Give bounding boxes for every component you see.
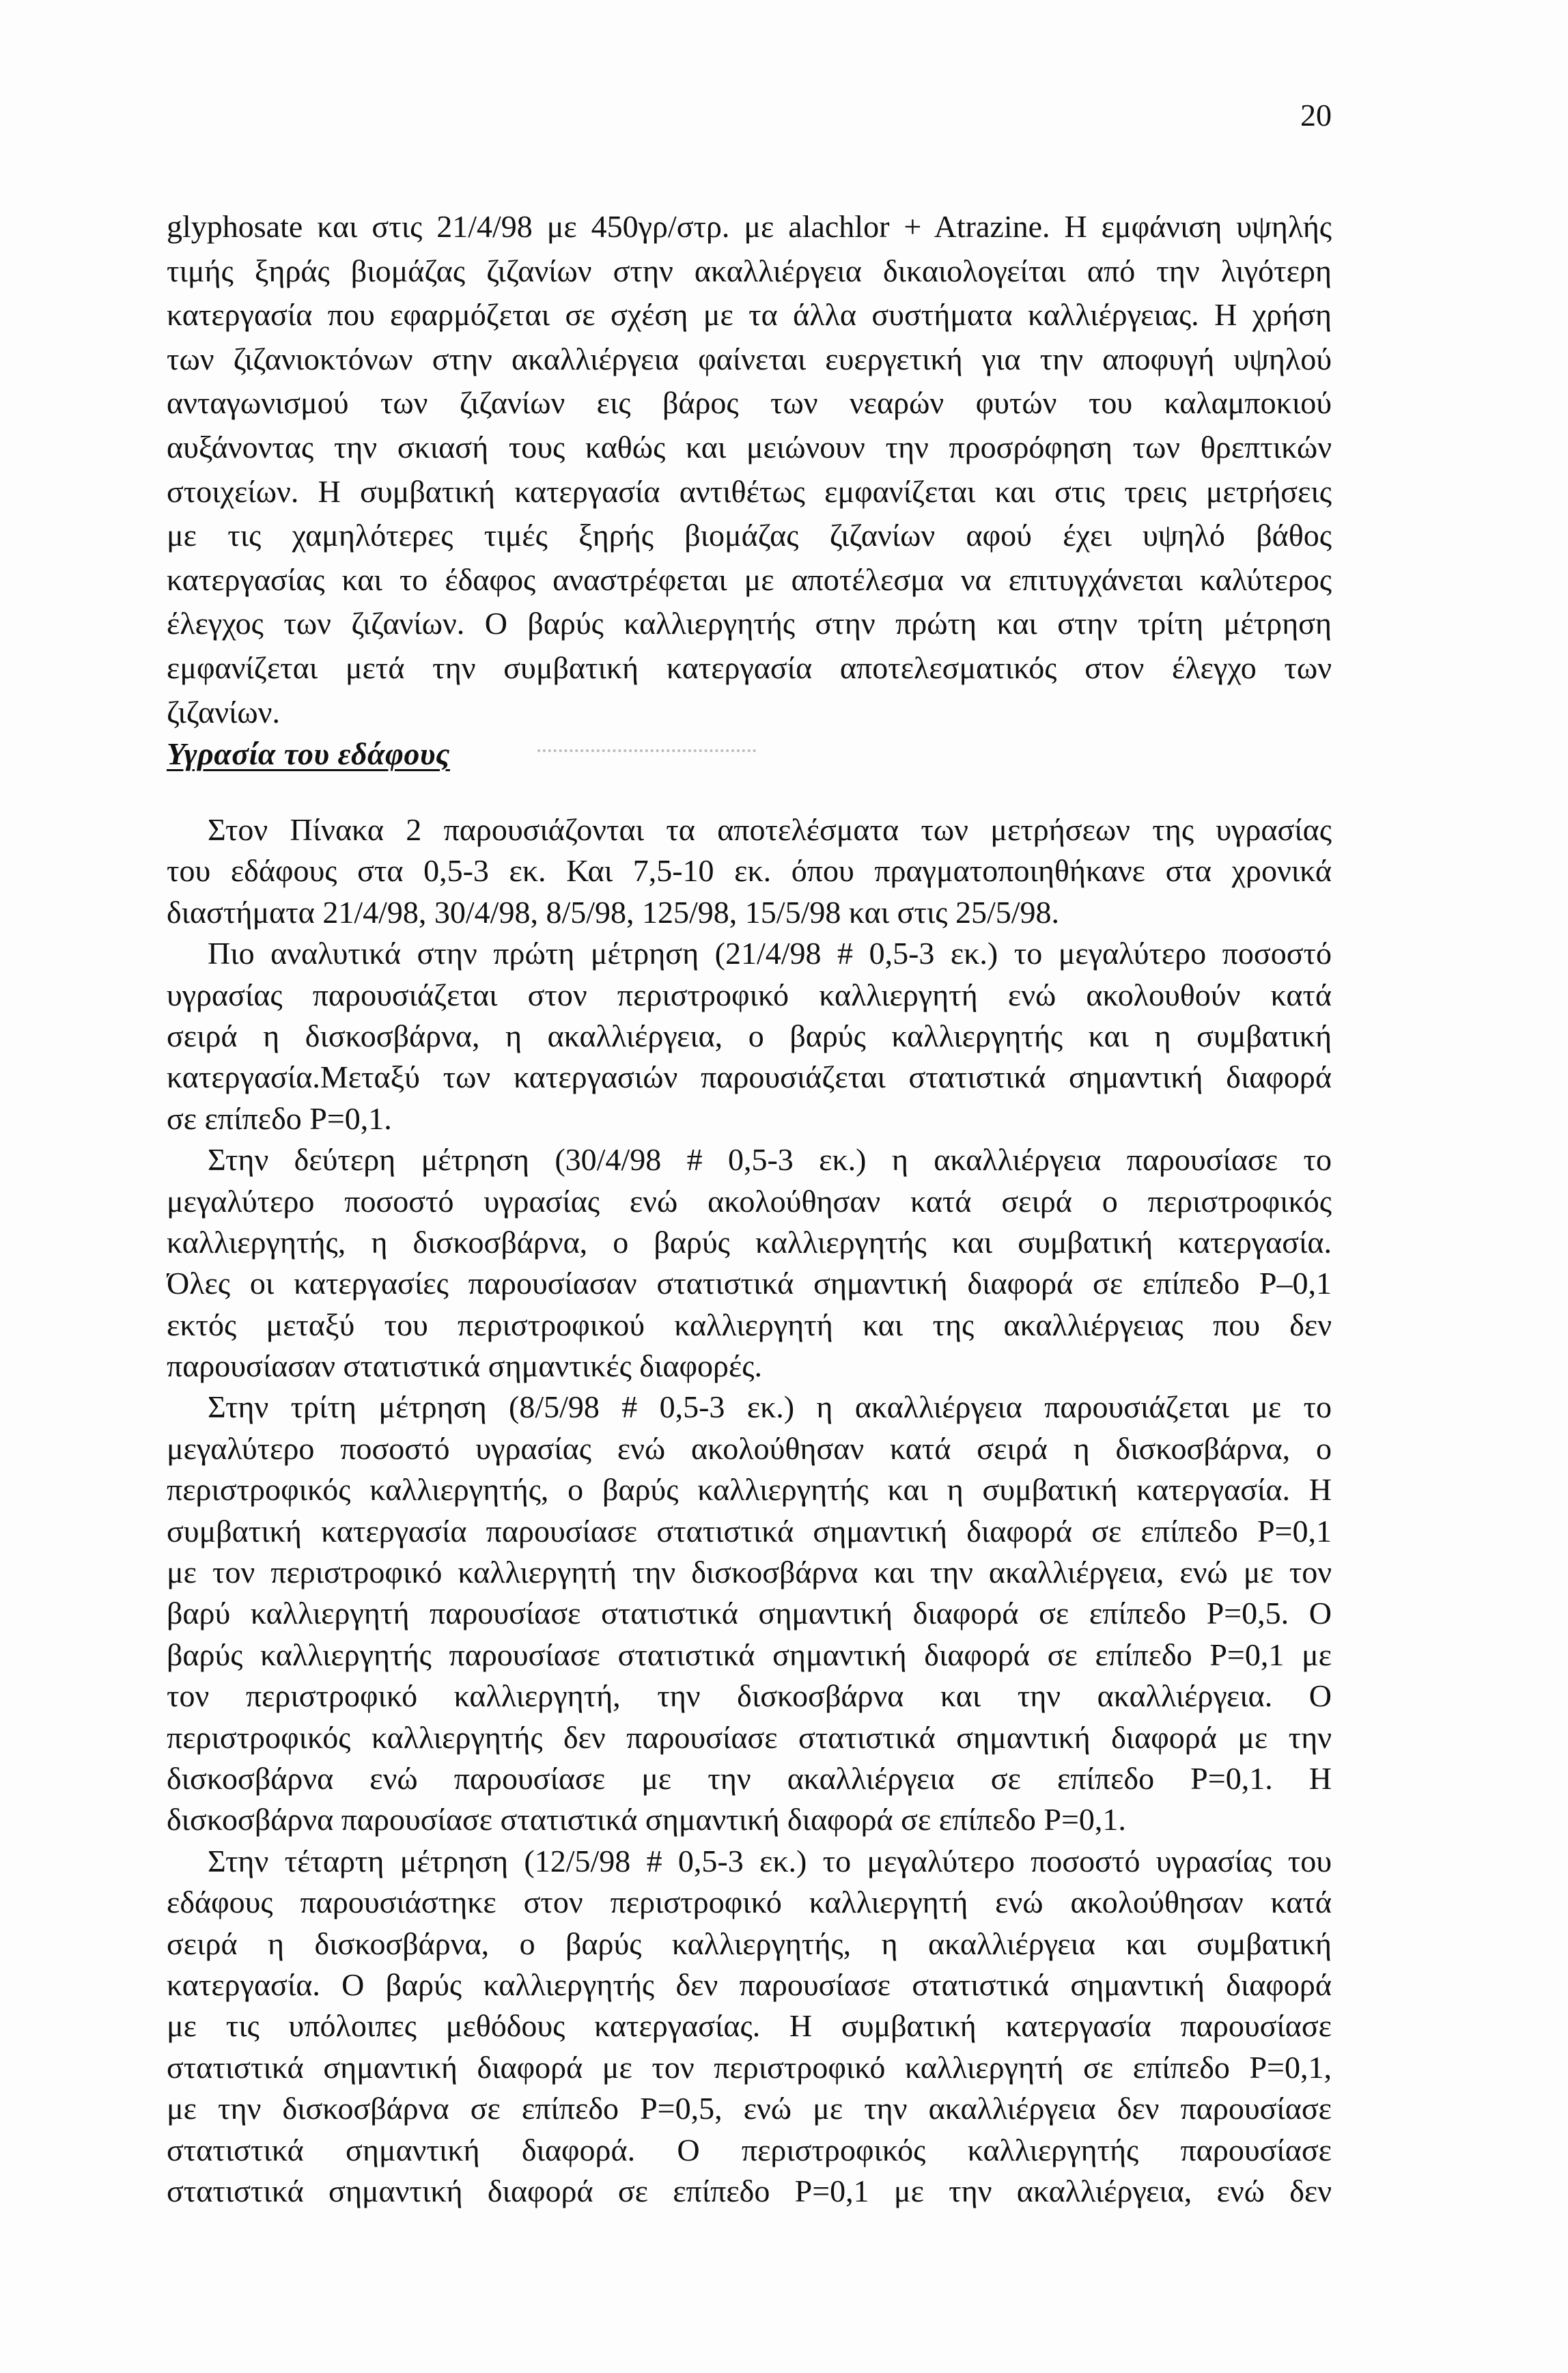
text-line: στατιστικά σημαντική διαφορά. Ο περιστροφικός καλλιεργητής παρουσίασε [167, 2132, 1332, 2167]
text-line: βαρύ καλλιεργητή παρουσίασε στατιστικά σημαντική διαφορά σε επίπεδο P=0,5. Ο [167, 1596, 1332, 1631]
text-line: του εδάφους στα 0,5-3 εκ. Και 7,5-10 εκ. όπου πραγματοποιηθήκανε στα χρονικά [167, 853, 1332, 889]
page-number: 20 [1300, 98, 1332, 133]
text-line: σειρά η δισκοσβάρνα, ο βαρύς καλλιεργητής, η ακαλλιέργεια και συμβατική [167, 1926, 1332, 1961]
text-line: καλλιεργητής, η δισκοσβάρνα, ο βαρύς καλλιεργητής και συμβατική κατεργασία. [167, 1224, 1332, 1260]
paragraph [167, 1387, 1332, 1840]
text-line: υγρασίας παρουσιάζεται στον περιστροφικό καλλιεργητή ενώ ακολουθούν κατά [167, 977, 1332, 1012]
text-line: κατεργασία που εφαρμόζεται σε σχέση με τα άλλα συστήματα καλλιέργειας. Η χρήση [167, 297, 1332, 333]
text-line: περιστροφικός καλλιεργητής δεν παρουσίασε στατιστικά σημαντική διαφορά με την [167, 1719, 1332, 1755]
text-line: διαστήματα 21/4/98, 30/4/98, 8/5/98, 125/98, 15/5/98 και στις 25/5/98. [167, 894, 1060, 930]
section-body [167, 809, 1332, 2212]
text-line: Πιο αναλυτικά στην πρώτη μέτρηση (21/4/98 # 0,5-3 εκ.) το μεγαλύτερο ποσοστό [208, 936, 1332, 971]
section-heading: Υγρασία του εδάφους [167, 736, 450, 771]
text-line: ανταγωνισμού των ζιζανίων εις βάρος των νεαρών φυτών του καλαμποκιού [167, 385, 1332, 421]
text-line: βαρύς καλλιεργητής παρουσίασε στατιστικά σημαντική διαφορά σε επίπεδο P=0,1 με [167, 1637, 1332, 1672]
text-line: δισκοσβάρνα παρουσίασε στατιστικά σημαντική διαφορά σε επίπεδο P=0,1. [167, 1802, 1126, 1837]
paragraph [167, 1841, 1332, 2212]
text-line: ζιζανίων. [167, 694, 280, 730]
text-line: Στην τρίτη μέτρηση (8/5/98 # 0,5-3 εκ.) η ακαλλιέργεια παρουσιάζεται με το [208, 1389, 1332, 1425]
text-line: στατιστικά σημαντική διαφορά με τον περιστροφικό καλλιεργητή σε επίπεδο P=0,1, [167, 2049, 1332, 2085]
text-line: κατεργασία.Μεταξύ των κατεργασιών παρουσιάζεται στατιστικά σημαντική διαφορά [167, 1059, 1332, 1095]
paragraph [167, 205, 1332, 734]
text-line: glyphosate και στις 21/4/98 με 450γρ/στρ. με alachlor + Atrazine. Η εμφάνιση υψηλής [167, 209, 1332, 244]
paragraph [167, 1139, 1332, 1387]
text-line: εκτός μεταξύ του περιστροφικού καλλιεργητή και της ακαλλιέργειας που δεν [167, 1307, 1332, 1342]
text-line: τιμής ξηράς βιομάζας ζιζανίων στην ακαλλιέργεια δικαιολογείται από την λιγότερη [167, 253, 1332, 288]
text-line: με την δισκοσβάρνα σε επίπεδο P=0,5, ενώ με την ακαλλιέργεια δεν παρουσίασε [167, 2091, 1332, 2126]
text-line: σε επίπεδο P=0,1. [167, 1100, 392, 1136]
text-line: δισκοσβάρνα ενώ παρουσίασε με την ακαλλιέργεια σε επίπεδο P=0,1. Η [167, 1760, 1332, 1796]
text-line: των ζιζανιοκτόνων στην ακαλλιέργεια φαίνεται ευεργετική για την αποφυγή υψηλού [167, 341, 1332, 376]
section-heading-container [167, 732, 450, 776]
text-line: Όλες οι κατεργασίες παρουσίασαν στατιστικά σημαντική διαφορά σε επίπεδο P–0,1 [167, 1266, 1332, 1301]
text-line: μεγαλύτερο ποσοστό υγρασίας ενώ ακολούθησαν κατά σειρά ο περιστροφικός [167, 1183, 1332, 1219]
paragraph [167, 933, 1332, 1139]
text-line: στατιστικά σημαντική διαφορά σε επίπεδο P=0,1 με την ακαλλιέργεια, ενώ δεν [167, 2173, 1332, 2208]
text-line: μεγαλύτερο ποσοστό υγρασίας ενώ ακολούθησαν κατά σειρά η δισκοσβάρνα, ο [167, 1430, 1332, 1466]
text-line: με τις υπόλοιπες μεθόδους κατεργασίας. Η συμβατική κατεργασία παρουσίασε [167, 2008, 1332, 2044]
text-line: με τον περιστροφικό καλλιεργητή την δισκοσβάρνα και την ακαλλιέργεια, ενώ με τον [167, 1555, 1332, 1590]
paragraph [167, 809, 1332, 933]
text-line: με τις χαμηλότερες τιμές ξηρής βιομάζας ζιζανίων αφού έχει υψηλό βάθος [167, 518, 1332, 553]
text-line: κατεργασίας και το έδαφος αναστρέφεται με αποτέλεσμα να επιτυγχάνεται καλύτερος [167, 561, 1332, 597]
scan-artifact-mark [537, 749, 756, 752]
text-line: περιστροφικός καλλιεργητής, ο βαρύς καλλιεργητής και η συμβατική κατεργασία. Η [167, 1472, 1332, 1508]
text-line: συμβατική κατεργασία παρουσίασε στατιστικά σημαντική διαφορά σε επίπεδο P=0,1 [167, 1513, 1332, 1549]
text-line: στοιχείων. Η συμβατική κατεργασία αντιθέτως εμφανίζεται και στις τρεις μετρήσεις [167, 473, 1332, 509]
text-line: έλεγχος των ζιζανίων. Ο βαρύς καλλιεργητής στην πρώτη και στην τρίτη μέτρηση [167, 606, 1332, 641]
text-line: κατεργασία. Ο βαρύς καλλιεργητής δεν παρουσίασε στατιστικά σημαντική διαφορά [167, 1967, 1332, 2002]
text-line: σειρά η δισκοσβάρνα, η ακαλλιέργεια, ο βαρύς καλλιεργητής και η συμβατική [167, 1018, 1332, 1053]
text-line: Στην τέταρτη μέτρηση (12/5/98 # 0,5-3 εκ.) το μεγαλύτερο ποσοστό υγρασίας του [208, 1843, 1332, 1878]
text-line: αυξάνοντας την σκιασή τους καθώς και μειώνουν την προσρόφηση των θρεπτικών [167, 429, 1332, 464]
text-line: εδάφους παρουσιάστηκε στον περιστροφικό καλλιεργητή ενώ ακολούθησαν κατά [167, 1885, 1332, 1920]
text-line: εμφανίζεται μετά την συμβατική κατεργασία αποτελεσματικός στον έλεγχο των [167, 650, 1332, 685]
text-line: τον περιστροφικό καλλιεργητή, την δισκοσβάρνα και την ακαλλιέργεια. Ο [167, 1678, 1332, 1714]
text-line: παρουσίασαν στατιστικά σημαντικές διαφορές. [167, 1348, 762, 1384]
text-line: Στην δεύτερη μέτρηση (30/4/98 # 0,5-3 εκ.) η ακαλλιέργεια παρουσίασε το [208, 1142, 1332, 1178]
text-line: Στον Πίνακα 2 παρουσιάζονται τα αποτελέσματα των μετρήσεων της υγρασίας [208, 812, 1332, 847]
